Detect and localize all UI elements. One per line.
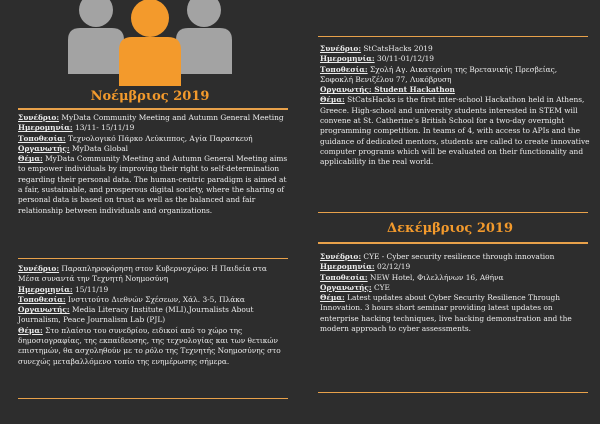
label-place: Τοποθεσία: [18, 133, 66, 143]
place-value: Σχολή Αγ. Αικατερίνη της Βρετανικής Πρεσβείας, Σοφοκλή Βενιζέλου 77, Λυκόβρυση [320, 64, 558, 84]
date-value: 15/11/19 [72, 284, 109, 294]
label-organizer: Οργανωτής: [320, 85, 372, 95]
divider [18, 108, 288, 110]
organizer-value: CYE [371, 282, 390, 292]
label-conference: Συνέδριο: [320, 44, 362, 53]
date-value: 13/11- 15/11/19 [72, 123, 135, 133]
label-conference: Συνέδριο: [18, 264, 60, 273]
november-heading: Νοέμβριος 2019 [90, 89, 210, 104]
label-conference: Συνέδριο: [18, 113, 60, 122]
place-value: Ινστιτούτο Διεθνών Σχέσεων, Χάλ. 3-5, Πλάκα [65, 294, 245, 304]
label-date: Ημερομηνία: [18, 123, 73, 133]
december-heading: Δεκέμβριος 2019 [386, 221, 513, 236]
people-group-icon [0, 0, 300, 92]
label-date: Ημερομηνία: [320, 262, 375, 272]
conference-value: MyData Community Meeting and Autumn General Meeting [59, 113, 284, 122]
event-disinformation [18, 264, 290, 367]
divider [18, 398, 288, 399]
organizer-value: MyData Global [69, 143, 129, 153]
label-topic: Θέμα: [320, 293, 345, 303]
place-value: NEW Hotel, Φιλελλήνων 16, Αθήνα [367, 272, 504, 282]
label-date: Ημερομηνία: [18, 284, 73, 294]
label-conference: Συνέδριο: [320, 252, 362, 261]
organizer-value: Student Hackathon [371, 85, 455, 95]
topic-value: StCatsHacks is the first inter-school Hackathon held in Athens, Greece. High-school and university students interested in STEM will convene at St. Catherine's British School for a two-day overnight programming competition. In teams of 4, with access to APIs and the guidance of dedicated mentors, students are called to create innovative computer programs which will be evaluated on their functionality and applicability in the real world. [320, 95, 590, 167]
label-organizer: Οργανωτής: [320, 282, 372, 292]
place-value: Τεχνολογικό Πάρκο Λεύκιππος, Αγία Παρασκευή [65, 133, 253, 143]
divider [318, 212, 588, 213]
event-cye [320, 252, 590, 334]
label-date: Ημερομηνία: [320, 54, 375, 64]
conference-value: Παραπληροφόρηση στον Κυβερνοχώρο: Η Παιδεία στα Μέσα συναντά την Τεχνητή Νοημοσύνη [18, 264, 267, 284]
label-place: Τοποθεσία: [18, 294, 66, 304]
right-column [300, 0, 600, 424]
divider [318, 242, 588, 244]
divider [318, 36, 588, 37]
label-place: Τοποθεσία: [320, 272, 368, 282]
event-mydata [18, 113, 290, 216]
divider [18, 258, 288, 259]
topic-value: Στο πλαίσιο του συνεδρίου, ειδικοί από το χώρο της δημοσιογραφίας, της εκπαίδευσης, της τεχνολογίας και των θετικών επιστημών, θα ασχοληθούν με το ρόλο της Τεχνητής Νοημοσύνης στο συνεχώς μεταβαλλόμενο τοπίο της ενημέρωσης σήμερα. [18, 325, 281, 366]
label-topic: Θέμα: [320, 95, 345, 105]
label-place: Τοποθεσία: [320, 64, 368, 74]
organizer-value: Media Literacy Institute (MLI),Journalists About Journalism, Peace Journalism Lab (PJL) [18, 305, 254, 325]
date-value: 30/11-01/12/19 [374, 54, 434, 64]
label-topic: Θέμα: [18, 325, 43, 335]
conference-value: StCatsHacks 2019 [361, 44, 433, 53]
label-topic: Θέμα: [18, 154, 43, 164]
conference-value: CYE - Cyber security resilience through innovation [361, 252, 555, 261]
label-organizer: Οργανωτής: [18, 305, 70, 315]
divider [318, 392, 588, 393]
event-stcatshacks [320, 44, 590, 168]
topic-value: Latest updates about Cyber Security Resilience Through Innovation. 3 hours short seminar providing latest updates on enterprise hacking techniques, live hacking demonstration and the modern approach to cyber assessments. [320, 293, 572, 334]
label-organizer: Οργανωτής: [18, 143, 70, 153]
topic-value: MyData Community Meeting and Autumn General Meeting aims to empower individuals by improving their right to self-determination regarding their personal data. The human-centric paradigm is aimed at a fair, sustainable, and prosperous digital society, where the sharing of personal data is based on trust as well as the balanced and fair relationship between individuals and organizations. [18, 154, 288, 215]
date-value: 02/12/19 [374, 262, 411, 272]
